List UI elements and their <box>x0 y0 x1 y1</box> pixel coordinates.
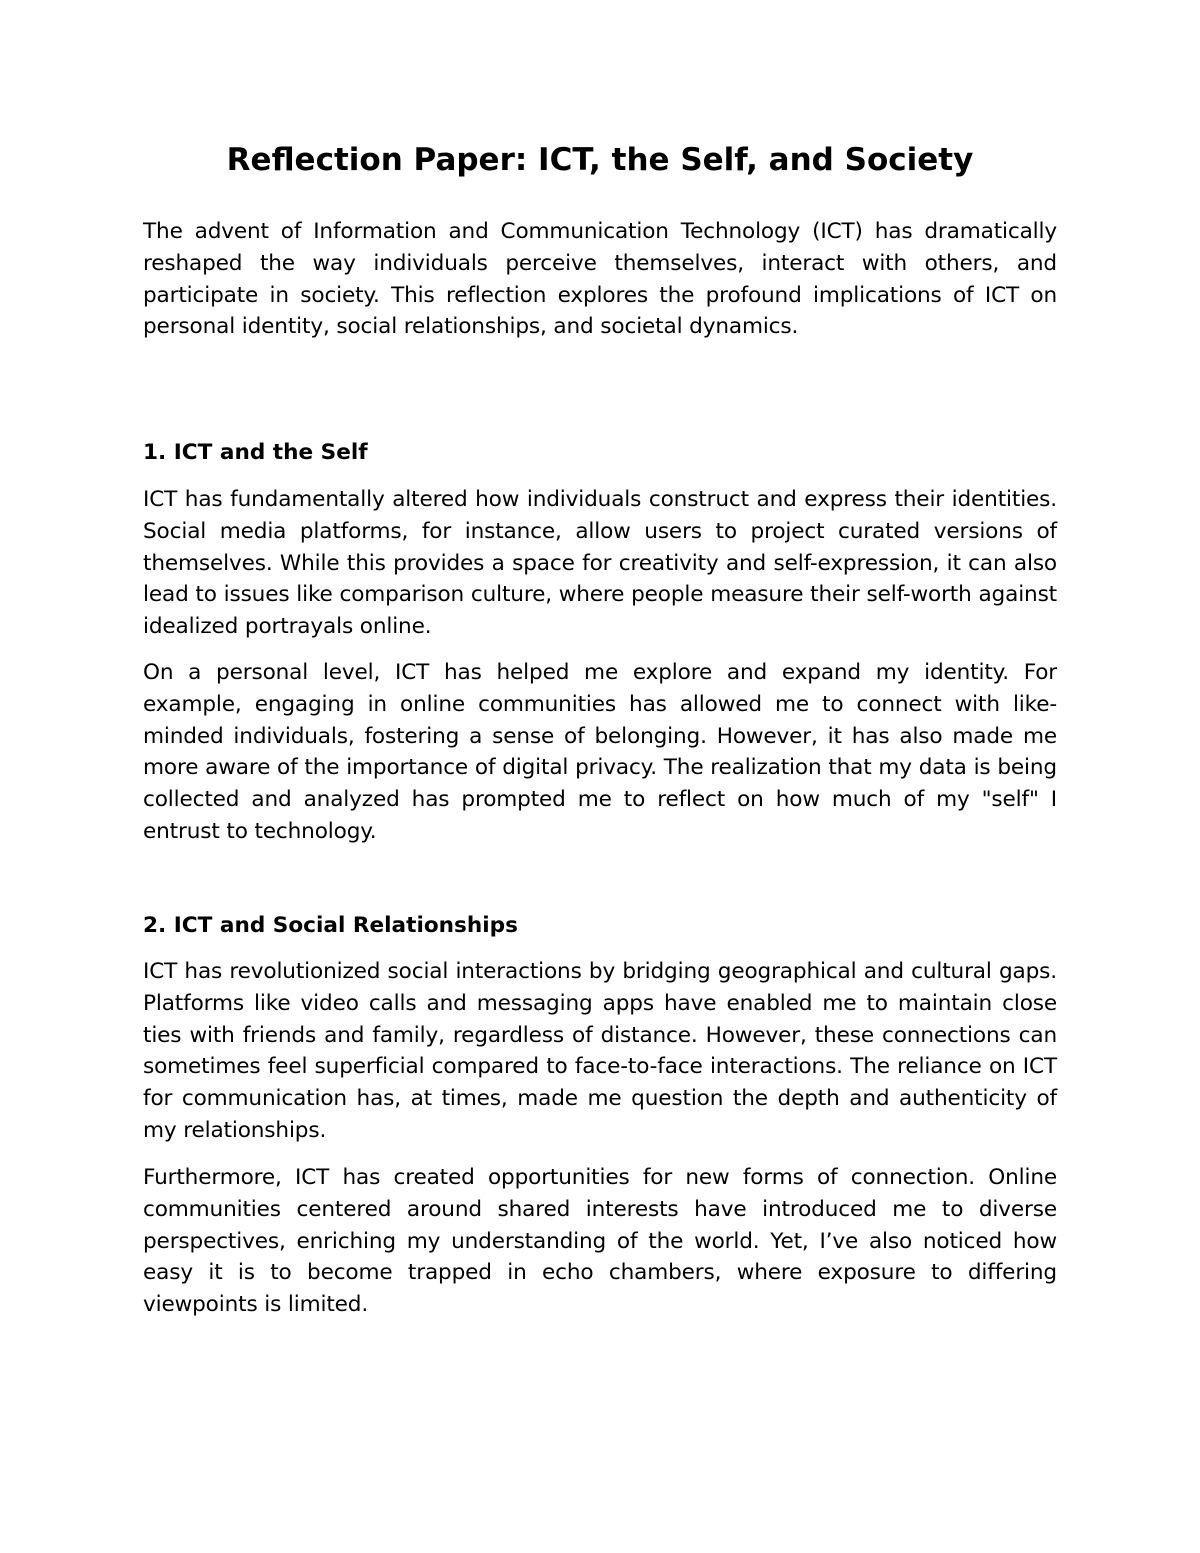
section-heading-ict-and-self: 1. ICT and the Self <box>143 440 368 465</box>
section-1-paragraph-1: ICT has fundamentally altered how individuals construct and express their identities. Social media platforms, for instance, allow users to project curated versions of themselves. While this provides a space for creativity and self-expression, it can also lead to issues like comparison culture, where people measure their self-worth against idealized portrayals online. <box>143 487 1057 640</box>
section-2-paragraph-1: ICT has revolutionized social interactions by bridging geographical and cultural gaps. Platforms like video calls and messaging apps have enabled me to maintain close ties with friends and family, regardless of distance. However, these connections can sometimes feel superficial compared to face-to-face interactions. The reliance on ICT for communication has, at times, made me question the depth and authenticity of my relationships. <box>143 959 1057 1143</box>
document-title: Reflection Paper: ICT, the Self, and Society <box>226 142 974 178</box>
intro-paragraph: The advent of Information and Communication Technology (ICT) has dramatically reshaped the way individuals perceive themselves, interact with others, and participate in society. This reflection explores the profound implications of ICT on personal identity, social relationships, and societal dynamics. <box>143 219 1057 340</box>
section-heading-ict-and-social-relationships: 2. ICT and Social Relationships <box>143 913 518 938</box>
section-1-paragraph-2: On a personal level, ICT has helped me explore and expand my identity. For example, engaging in online communities has allowed me to connect with like-minded individuals, fostering a sense of belonging. However, it has also made me more aware of the importance of digital privacy. The realization that my data is being collected and analyzed has prompted me to reflect on how much of my "self" I entrust to technology. <box>143 660 1057 844</box>
section-2-paragraph-2: Furthermore, ICT has created opportunities for new forms of connection. Online communities centered around shared interests have introduced me to diverse perspectives, enriching my understanding of the world. Yet, I’ve also noticed how easy it is to become trapped in echo chambers, where exposure to differing viewpoints is limited. <box>143 1165 1057 1318</box>
